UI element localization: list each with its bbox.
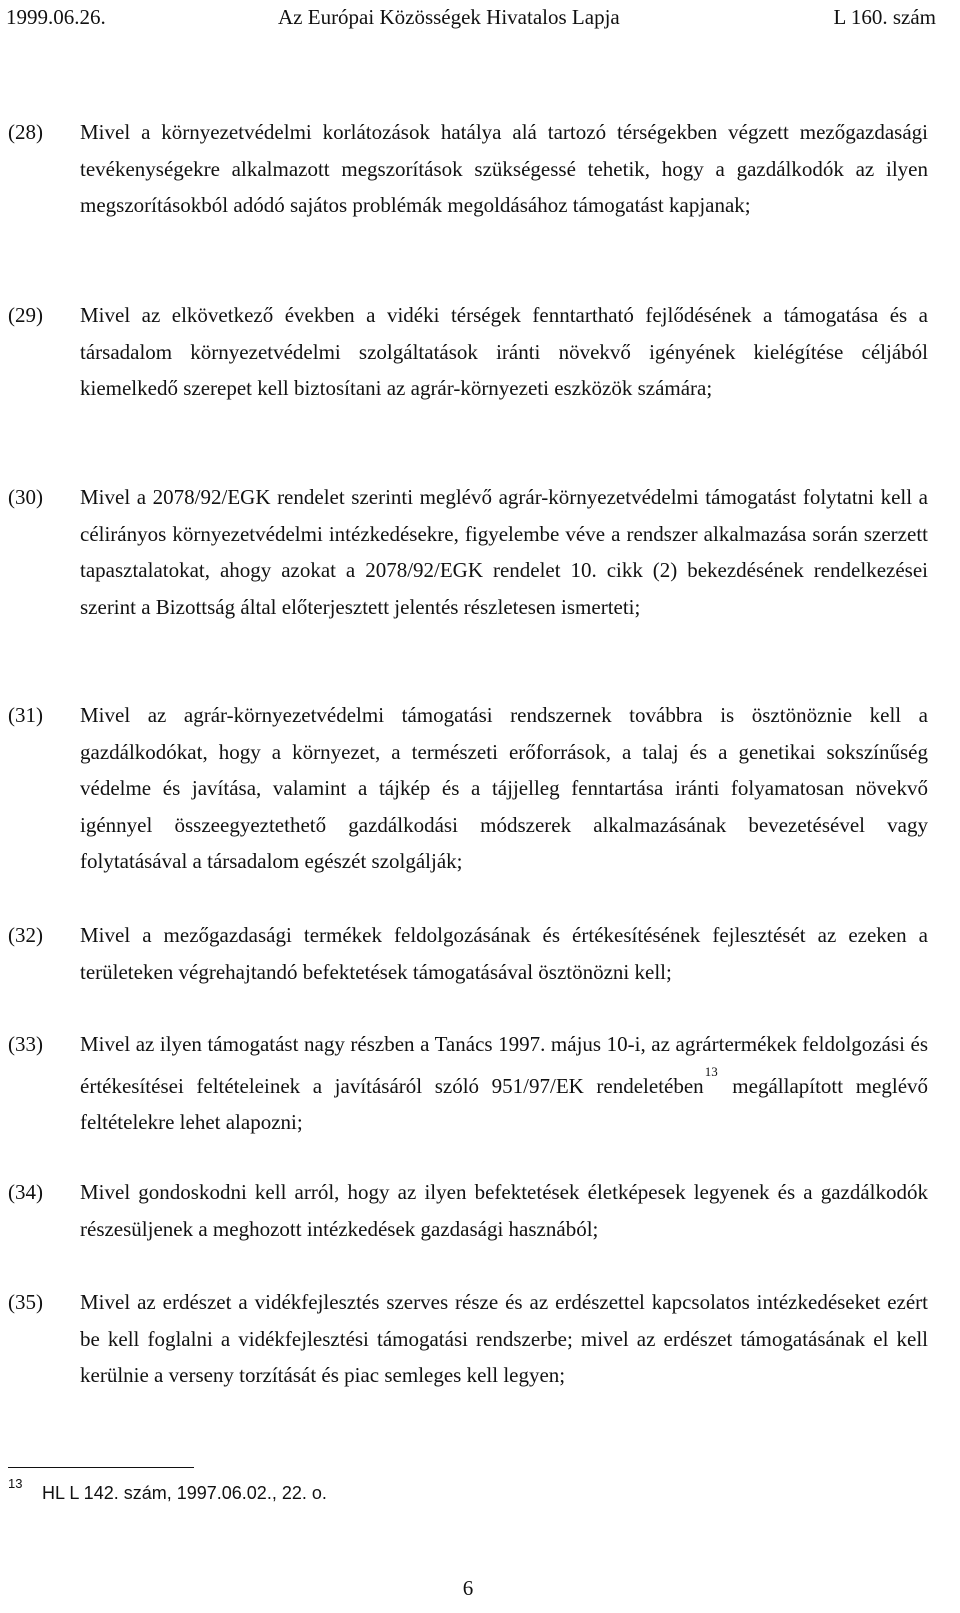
- header-date: 1999.06.26.: [6, 5, 106, 29]
- page-number: 6: [462, 1576, 474, 1600]
- recital-text: Mivel az elkövetkező években a vidéki térségek fenntartható fejlődésének a támogatása és a társadalom környezetvédelmi szolgáltatások iránti növekvő igényének kielégítése céljából kiemelkedő szerepet kell biztosítani az agrár-környezeti eszközök számára;: [80, 303, 928, 400]
- header-issue-number: L 160. szám: [833, 5, 936, 29]
- recital-text: Mivel a környezetvédelmi korlátozások hatálya alá tartozó térségekben végzett mezőgazdasági tevékenységekre alkalmazott megszorítások szükségessé tehetik, hogy a gazdálkodók az ilyen megszorításokból adódó sajátos problémák megoldásához támogatást kapjanak;: [80, 120, 928, 217]
- recital-text: Mivel az erdészet a vidékfejlesztés szerves része és az erdészettel kapcsolatos intézkedéseket ezért be kell foglalni a vidékfejlesztési támogatási rendszerbe; mivel az erdészet támogatásának el kell kerülnie a verseny torzítását és piac semleges kell legyen;: [80, 1290, 928, 1387]
- recital-number: (33): [8, 1032, 43, 1056]
- recital-number: (34): [8, 1180, 43, 1204]
- recital-number: (31): [8, 703, 43, 727]
- footnote-separator: [8, 1467, 194, 1468]
- recital-text: Mivel az agrár-környezetvédelmi támogatási rendszernek továbbra is ösztönöznie kell a gazdálkodókat, hogy a környezet, a természeti erőforrások, a talaj és a genetikai sokszínűség védelme és javítása, valamint a tájkép és a tájjelleg fenntartása iránti folyamatosan növekvő igénnyel összeegyeztethető gazdálkodási módszerek alkalmazásának bevezetésével vagy folytatásával a társadalom egészét szolgálják;: [80, 703, 928, 873]
- recital-number: (29): [8, 303, 43, 327]
- recital-number: (28): [8, 120, 43, 144]
- page-header: [6, 0, 936, 34]
- recital-text-after-footnote: megállapított meglévő feltételekre lehet alapozni;: [80, 1073, 929, 1134]
- recital-number: (35): [8, 1290, 43, 1314]
- footnote: [8, 1476, 908, 1516]
- recital-text: Mivel a 2078/92/EGK rendelet szerinti meglévő agrár-környezetvédelmi támogatást folytatni kell a célirányos környezetvédelmi intézkedésekre, figyelembe véve a rendszer alkalmazása során szerzett tapasztalatokat, ahogy azokat a 2078/92/EGK rendelet 10. cikk (2) bekezdésének rendelkezései szerint a Bizottság által előterjesztett jelentés részletesen ismerteti;: [80, 485, 928, 619]
- header-journal-title: Az Európai Közösségek Hivatalos Lapja: [278, 5, 620, 29]
- recital-text-before-footnote: Mivel az ilyen támogatást nagy részben a Tanács 1997. május 10-i, az agrártermékek feldolgozási és értékesítései feltételeinek a javításáról szóló 951/97/EK rendeletében: [80, 1032, 928, 1098]
- recital-number: (32): [8, 923, 43, 947]
- footnote-reference[interactable]: 13: [704, 1063, 718, 1079]
- recital-text: Mivel a mezőgazdasági termékek feldolgozásának és értékesítésének fejlesztését az ezeken a területeken végrehajtandó befektetések támogatásával ösztönözni kell;: [80, 923, 928, 984]
- recital-number: (30): [8, 485, 43, 509]
- footnote-marker: 13: [8, 1476, 23, 1491]
- recital-text: [80, 1026, 928, 1141]
- footnote-text: HL L 142. szám, 1997.06.02., 22. o.: [42, 1483, 327, 1503]
- recital-text: Mivel gondoskodni kell arról, hogy az ilyen befektetések életképesek legyenek és a gazdálkodók részesüljenek a meghozott intézkedések gazdasági hasznából;: [80, 1180, 928, 1241]
